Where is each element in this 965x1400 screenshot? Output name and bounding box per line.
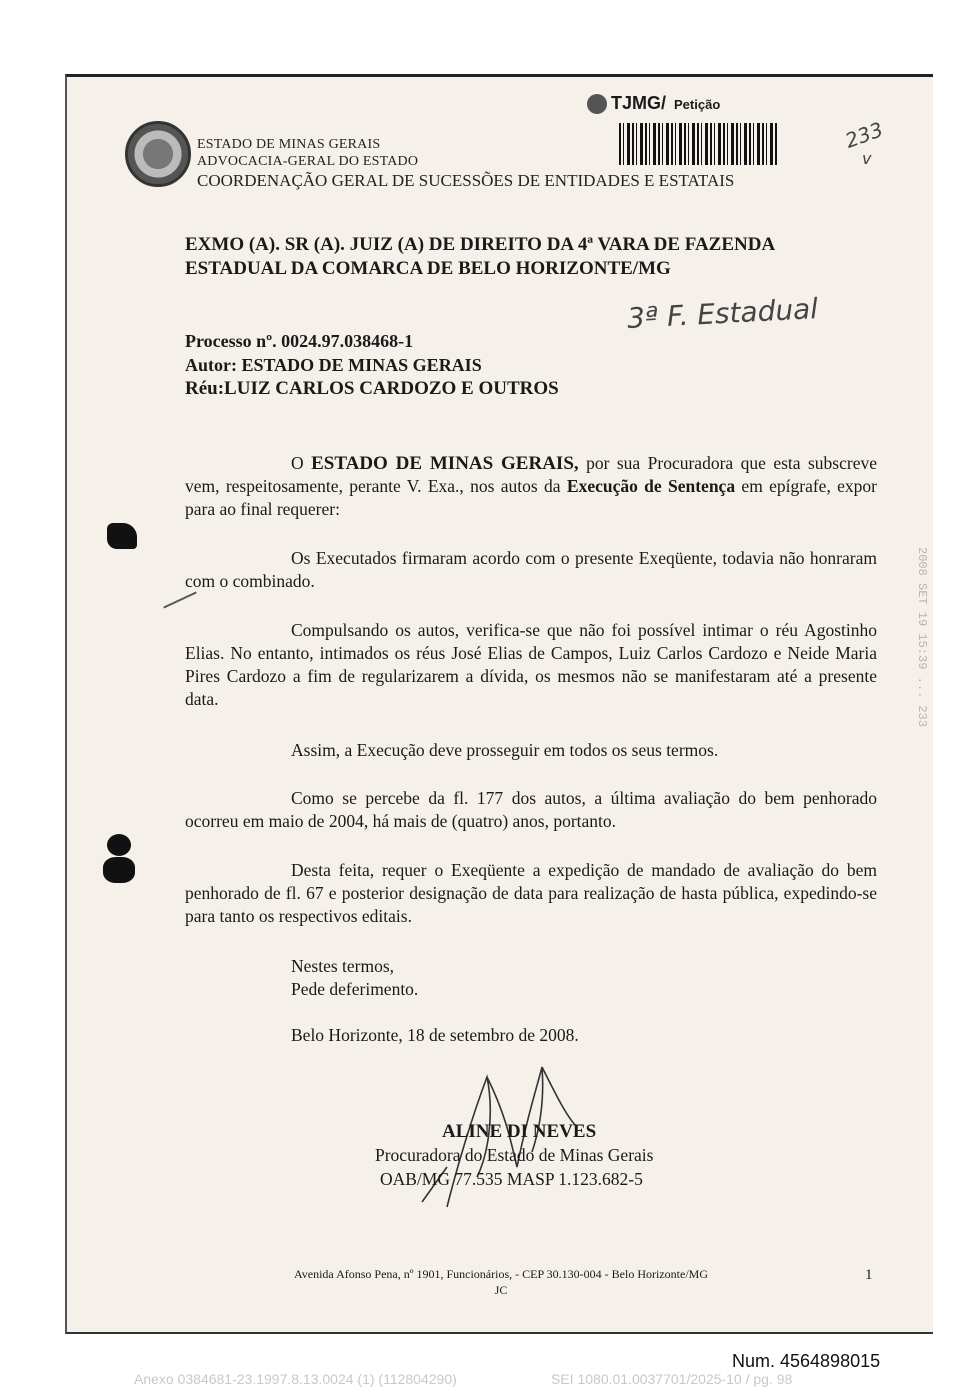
paragraph-3: Compulsando os autos, verifica-se que não foi possível intimar o réu Agostinho Elias. No entanto, intimados os réus José Elias de Campos, Luiz Carlos Cardozo e Neide Maria Pires Cardozo a fim de regularizarem a dívida, os mesmos não se manifestaram até a presente data.: [185, 620, 877, 709]
handwritten-court-note: 3ª F. Estadual: [626, 292, 819, 335]
paragraph-1: [185, 452, 877, 521]
footer-page-number: 1: [865, 1267, 873, 1283]
case-plaintiff: Autor: ESTADO DE MINAS GERAIS: [185, 355, 482, 375]
addressee-line-1: EXMO (A). SR (A). JUIZ (A) DE DIREITO DA 4ª VARA DE FAZENDA: [185, 234, 776, 255]
closing-block: [291, 955, 418, 1001]
signatory-ids: OAB/MG 77.535 MASP 1.123.682-5: [380, 1169, 643, 1189]
paragraph-4: Assim, a Execução deve prosseguir em todos os seus termos.: [291, 740, 719, 760]
addressee-line-2: ESTADUAL DA COMARCA DE BELO HORIZONTE/MG: [185, 258, 671, 279]
signatory-name: ALINE DI NEVES: [442, 1121, 597, 1142]
sei-reference: SEI 1080.01.0037701/2025-10 / pg. 98: [551, 1371, 793, 1387]
tjmg-petition-stamp: [587, 93, 787, 173]
case-info: [185, 329, 559, 401]
p1-bold2: Execução de Sentença: [566, 476, 736, 496]
header-coordination: COORDENAÇÃO GERAL DE SUCESSÕES DE ENTIDADES E ESTATAIS: [197, 171, 735, 190]
header-state: ESTADO DE MINAS GERAIS: [197, 137, 381, 152]
document-number: Num. 4564898015: [732, 1351, 881, 1371]
closing-line-2: Pede deferimento.: [291, 979, 419, 999]
header-agency: ADVOCACIA-GERAL DO ESTADO: [197, 154, 419, 169]
ink-blot: [107, 523, 137, 549]
pen-mark: [163, 591, 196, 608]
footer-address: Avenida Afonso Pena, nº 1901, Funcionários, - CEP 30.130-004 - Belo Horizonte/MG: [293, 1267, 708, 1281]
footer-initials: JC: [494, 1283, 508, 1297]
barcode: [619, 123, 777, 165]
paragraph-6: Desta feita, requer o Exeqüente a expedição de mandado de avaliação do bem penhorado de fl. 67 e posterior designação de data para realização de hasta pública, expedindo-se para tanto os respectivos editais.: [185, 860, 877, 926]
paragraph-5: Como se percebe da fl. 177 dos autos, a última avaliação do bem penhorado ocorreu em maio de 2004, há mais de (quatro) anos, portanto.: [185, 788, 877, 831]
stamp-title: TJMG/: [611, 93, 667, 113]
p1-rest: por sua Procuradora que esta subscreve vem, respeitosamente, perante V. Exa., nos autos da: [185, 453, 877, 496]
annex-reference: Anexo 0384681-23.1997.8.13.0024 (1) (112804290): [134, 1371, 457, 1387]
punch-hole-top: [107, 834, 131, 856]
closing-date: Belo Horizonte, 18 de setembro de 2008.: [291, 1025, 579, 1045]
scanned-page: [65, 74, 933, 1334]
signatory-role: Procuradora do Estado de Minas Gerais: [375, 1145, 654, 1165]
case-number: Processo nº. 0024.97.038468-1: [185, 331, 414, 351]
addressee-block: [185, 233, 885, 281]
punch-hole-bottom: [103, 857, 135, 883]
p1-bold: ESTADO DE MINAS GERAIS,: [311, 453, 579, 474]
state-seal-icon: [125, 121, 191, 187]
side-protocol-stamp: 2008 SET 19 15:39 ... 233: [915, 547, 929, 728]
p1-end: em epígrafe, expor para ao final requerer:: [185, 476, 877, 519]
stamp-type: Petição: [674, 97, 721, 112]
handwritten-page-number: 233: [842, 117, 887, 153]
case-defendant: Réu:LUIZ CARLOS CARDOZO E OUTROS: [185, 378, 559, 399]
tjmg-logo-icon: [587, 94, 607, 114]
paragraph-2: Os Executados firmaram acordo com o presente Exeqüente, todavia não honraram com o combinado.: [185, 548, 877, 591]
closing-line-1: Nestes termos,: [291, 956, 395, 976]
handwritten-page-mark: v: [862, 149, 872, 168]
p1-intro: O: [291, 453, 312, 473]
